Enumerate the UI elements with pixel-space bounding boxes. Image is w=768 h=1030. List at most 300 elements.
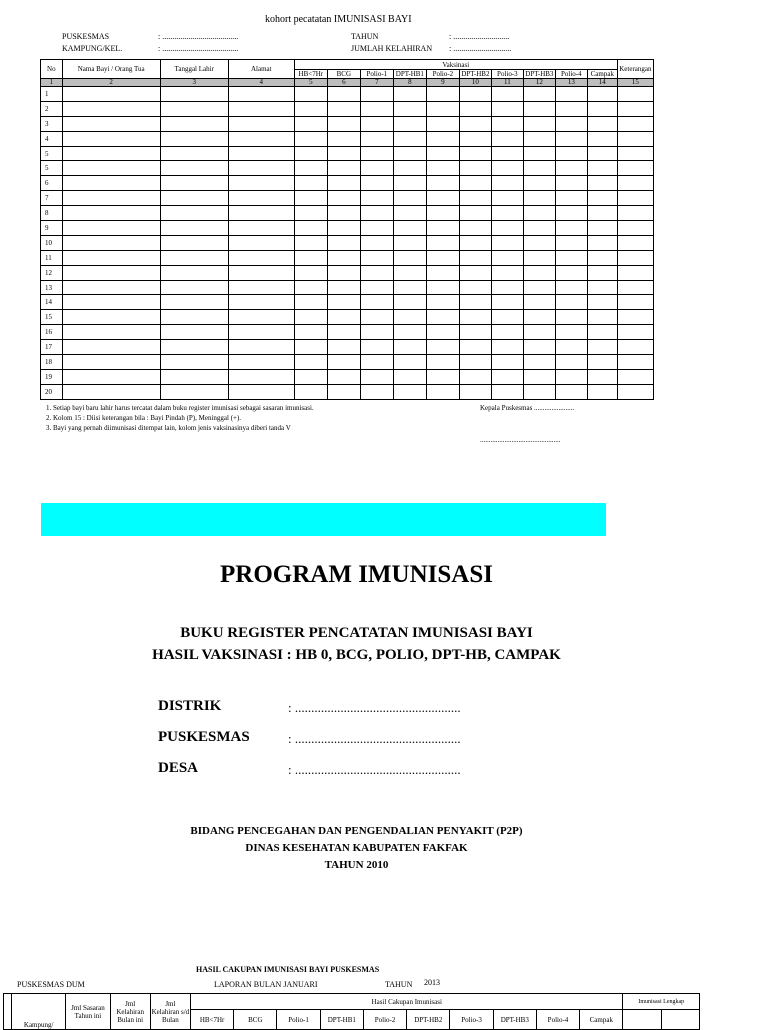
hasil-tahun-label: TAHUN — [385, 980, 413, 989]
header-tanggal-lahir: Tanggal Lahir — [160, 60, 228, 79]
table-cell — [617, 131, 653, 146]
header-vaccine: Polio-2 — [426, 70, 459, 79]
table-cell — [62, 131, 160, 146]
table-cell — [523, 176, 555, 191]
table-cell — [327, 310, 360, 325]
table-cell — [327, 265, 360, 280]
header-vaccine: Polio-1 — [360, 70, 393, 79]
table-cell — [228, 116, 294, 131]
table-cell — [617, 310, 653, 325]
row-number: 2 — [41, 101, 63, 116]
table-cell — [327, 206, 360, 221]
table-cell — [360, 310, 393, 325]
table-cell — [62, 265, 160, 280]
table-cell — [360, 280, 393, 295]
table-cell — [160, 221, 228, 236]
table-cell — [327, 325, 360, 340]
table-cell — [360, 250, 393, 265]
row-number: 20 — [41, 384, 63, 399]
table-cell — [555, 221, 587, 236]
distrik-value: : ................................................... — [288, 700, 461, 715]
table-cell — [294, 101, 327, 116]
table-cell — [294, 355, 327, 370]
table-cell — [523, 250, 555, 265]
table-cell — [62, 325, 160, 340]
table-cell — [459, 384, 491, 399]
table-cell — [459, 87, 491, 102]
table-cell — [587, 384, 617, 399]
table-cell — [294, 87, 327, 102]
table-cell — [555, 131, 587, 146]
table-cell — [555, 101, 587, 116]
table-cell — [426, 176, 459, 191]
table-cell — [426, 131, 459, 146]
column-number: 13 — [555, 79, 587, 87]
table-cell — [426, 221, 459, 236]
table-cell — [523, 206, 555, 221]
row-number: 19 — [41, 369, 63, 384]
table-cell — [360, 191, 393, 206]
table-cell — [523, 101, 555, 116]
table-cell — [491, 250, 523, 265]
table-cell — [617, 369, 653, 384]
cakupan-sub-header: HB<7Hr — [191, 1010, 234, 1030]
table-cell — [523, 146, 555, 161]
table-cell — [228, 87, 294, 102]
table-cell — [62, 340, 160, 355]
table-cell — [228, 131, 294, 146]
kohort-table — [40, 59, 654, 400]
table-cell — [327, 280, 360, 295]
table-cell — [62, 206, 160, 221]
table-cell — [294, 146, 327, 161]
table-cell — [491, 146, 523, 161]
table-cell — [294, 369, 327, 384]
table-cell — [294, 161, 327, 176]
kepala-puskesmas: Kepala Puskesmas ....................... — [480, 404, 575, 412]
table-cell — [160, 131, 228, 146]
table-cell — [523, 280, 555, 295]
table-cell — [393, 101, 426, 116]
table-row — [41, 310, 654, 325]
table-cell — [491, 235, 523, 250]
table-cell — [160, 310, 228, 325]
field-puskesmas-value: : ...................................... — [158, 32, 239, 41]
table-cell — [587, 355, 617, 370]
table-cell — [294, 250, 327, 265]
table-cell — [587, 340, 617, 355]
row-number: 9 — [41, 221, 63, 236]
header-vaccine: BCG — [327, 70, 360, 79]
table-cell — [327, 176, 360, 191]
cakupan-table — [3, 993, 700, 1030]
table-cell — [327, 191, 360, 206]
table-cell — [617, 176, 653, 191]
table-cell — [62, 280, 160, 295]
header-keterangan: Keterangan — [617, 60, 653, 79]
table-cell — [294, 280, 327, 295]
table-cell — [327, 87, 360, 102]
table-cell — [587, 250, 617, 265]
table-cell — [587, 310, 617, 325]
table-cell — [393, 116, 426, 131]
table-row — [41, 235, 654, 250]
table-cell — [393, 221, 426, 236]
row-number: 15 — [41, 310, 63, 325]
puskesmas-label: PUSKESMAS — [158, 729, 250, 745]
table-cell — [426, 87, 459, 102]
table-cell — [617, 340, 653, 355]
table-cell — [555, 340, 587, 355]
table-cell — [228, 280, 294, 295]
table-cell — [160, 101, 228, 116]
table-cell — [426, 116, 459, 131]
table-cell — [491, 101, 523, 116]
table-cell — [555, 265, 587, 280]
table-cell — [360, 369, 393, 384]
table-row — [41, 325, 654, 340]
table-cell — [426, 235, 459, 250]
table-cell — [617, 265, 653, 280]
column-number: 3 — [160, 79, 228, 87]
table-row — [41, 116, 654, 131]
table-cell — [327, 116, 360, 131]
table-cell — [587, 116, 617, 131]
table-cell — [228, 340, 294, 355]
table-cell — [491, 221, 523, 236]
table-cell — [160, 295, 228, 310]
cakupan-sub-header: Polio-1 — [277, 1010, 320, 1030]
table-cell — [555, 87, 587, 102]
table-cell — [491, 355, 523, 370]
desa-label: DESA — [158, 760, 199, 776]
header-vaccine: HB<7Hr — [294, 70, 327, 79]
table-cell — [523, 131, 555, 146]
table-cell — [459, 340, 491, 355]
table-cell — [426, 295, 459, 310]
table-cell — [294, 221, 327, 236]
table-cell — [160, 235, 228, 250]
table-cell — [393, 191, 426, 206]
field-kampung-value: : ...................................... — [158, 44, 239, 53]
header-vaccine: DPT-HB1 — [393, 70, 426, 79]
column-number: 10 — [459, 79, 491, 87]
table-cell — [360, 206, 393, 221]
table-cell — [426, 161, 459, 176]
table-cell — [294, 116, 327, 131]
table-cell — [160, 161, 228, 176]
table-cell — [426, 340, 459, 355]
table-cell — [62, 101, 160, 116]
table-cell — [327, 146, 360, 161]
table-cell — [426, 310, 459, 325]
table-cell — [617, 206, 653, 221]
table-cell — [228, 250, 294, 265]
table-cell — [523, 355, 555, 370]
table-cell — [617, 146, 653, 161]
table-cell — [228, 221, 294, 236]
row-number: 17 — [41, 340, 63, 355]
table-cell — [555, 310, 587, 325]
table-cell — [228, 146, 294, 161]
table-cell — [228, 206, 294, 221]
table-cell — [160, 146, 228, 161]
table-cell — [491, 384, 523, 399]
table-cell — [360, 325, 393, 340]
table-cell — [459, 235, 491, 250]
table-cell — [459, 206, 491, 221]
table-cell — [587, 235, 617, 250]
column-number: 11 — [491, 79, 523, 87]
table-row — [41, 191, 654, 206]
column-number: 2 — [62, 79, 160, 87]
table-cell — [587, 280, 617, 295]
table-cell — [523, 340, 555, 355]
row-number: 6 — [41, 176, 63, 191]
table-cell — [617, 280, 653, 295]
table-cell — [459, 221, 491, 236]
table-cell — [360, 221, 393, 236]
table-cell — [62, 295, 160, 310]
row-number: 18 — [41, 355, 63, 370]
table-cell — [62, 310, 160, 325]
column-number: 1 — [41, 79, 63, 87]
table-cell — [393, 384, 426, 399]
table-cell — [587, 191, 617, 206]
table-cell — [160, 206, 228, 221]
table-cell — [294, 340, 327, 355]
table-cell — [62, 355, 160, 370]
header-vaksinasi: Vaksinasi — [294, 60, 617, 70]
table-cell — [426, 146, 459, 161]
table-cell — [294, 191, 327, 206]
table-cell — [294, 325, 327, 340]
cakupan-sub-header: DPT-HB2 — [407, 1010, 450, 1030]
row-number: 16 — [41, 325, 63, 340]
table-row — [41, 101, 654, 116]
table-cell — [360, 131, 393, 146]
table-cell — [555, 369, 587, 384]
table-row — [41, 131, 654, 146]
table-cell — [393, 235, 426, 250]
table-cell — [426, 369, 459, 384]
table-cell — [393, 265, 426, 280]
table-cell — [523, 87, 555, 102]
desa-value: : ................................................... — [288, 762, 461, 777]
row-number: 5 — [41, 161, 63, 176]
table-cell — [228, 176, 294, 191]
table-cell — [555, 206, 587, 221]
cover-subtitle-2: HASIL VAKSINASI : HB 0, BCG, POLIO, DPT-HB, CAMPAK — [152, 647, 561, 663]
cakupan-sub-header: DPT-HB1 — [320, 1010, 363, 1030]
row-number: 1 — [41, 87, 63, 102]
table-cell — [327, 369, 360, 384]
table-row — [41, 280, 654, 295]
table-cell — [327, 131, 360, 146]
row-number: 14 — [41, 295, 63, 310]
column-number: 4 — [228, 79, 294, 87]
cakupan-sub-header: Polio-4 — [536, 1010, 579, 1030]
table-cell — [491, 116, 523, 131]
field-tahun-label: TAHUN — [351, 32, 379, 41]
field-puskesmas-label: PUSKESMAS — [62, 32, 110, 41]
note-2: 2. Kolom 15 : Diisi keterangan bila : Bayi Pindah (P), Meninggal (+). — [46, 414, 242, 422]
row-number: 8 — [41, 206, 63, 221]
table-cell — [491, 310, 523, 325]
table-cell — [555, 146, 587, 161]
table-cell — [360, 265, 393, 280]
table-cell — [459, 101, 491, 116]
table-cell — [587, 325, 617, 340]
table-cell — [426, 384, 459, 399]
table-cell — [617, 250, 653, 265]
table-cell — [327, 250, 360, 265]
table-cell — [459, 131, 491, 146]
table-cell — [62, 176, 160, 191]
table-cell — [555, 191, 587, 206]
table-cell — [587, 161, 617, 176]
table-cell — [426, 101, 459, 116]
table-cell — [228, 384, 294, 399]
header-vaccine: Polio-4 — [555, 70, 587, 79]
table-cell — [587, 206, 617, 221]
cakupan-sub-header: Polio-2 — [363, 1010, 406, 1030]
table-cell — [160, 369, 228, 384]
table-cell — [426, 280, 459, 295]
table-cell — [62, 161, 160, 176]
table-cell — [617, 325, 653, 340]
header-vaccine: DPT-HB3 — [525, 70, 554, 78]
table-cell — [459, 265, 491, 280]
table-cell — [523, 325, 555, 340]
table-cell — [617, 355, 653, 370]
row-number: 5 — [41, 146, 63, 161]
column-number: 5 — [294, 79, 327, 87]
header-jml-sasaran: Jml Sasaran Tahun ini — [66, 994, 110, 1030]
table-cell — [617, 384, 653, 399]
table-cell — [459, 250, 491, 265]
signature-line: .............................................. — [480, 436, 561, 444]
table-cell — [523, 369, 555, 384]
puskesmas-value: : ................................................... — [288, 731, 461, 746]
table-cell — [393, 310, 426, 325]
column-number: 6 — [327, 79, 360, 87]
table-cell — [228, 235, 294, 250]
hasil-puskesmas: PUSKESMAS DUM — [17, 980, 85, 989]
field-jumlah-kelahiran-label: JUMLAH KELAHIRAN — [351, 44, 433, 53]
table-cell — [459, 176, 491, 191]
field-tahun-value: : ............................ — [449, 32, 510, 41]
table-cell — [587, 369, 617, 384]
table-cell — [617, 191, 653, 206]
column-number: 7 — [360, 79, 393, 87]
table-cell — [426, 206, 459, 221]
table-cell — [523, 191, 555, 206]
table-cell — [393, 250, 426, 265]
header-vaccine: Campak — [587, 70, 617, 79]
table-cell — [491, 161, 523, 176]
row-number: 3 — [41, 116, 63, 131]
table-cell — [62, 191, 160, 206]
table-row — [41, 265, 654, 280]
table-cell — [555, 235, 587, 250]
table-cell — [523, 265, 555, 280]
cakupan-sub-header: BCG — [234, 1010, 277, 1030]
table-cell — [228, 101, 294, 116]
table-row — [41, 221, 654, 236]
table-cell — [523, 116, 555, 131]
header-no: No — [41, 60, 63, 79]
table-cell — [555, 280, 587, 295]
column-number: 12 — [523, 79, 555, 87]
header-hasil-cakupan: Hasil Cakupan Imunisasi — [191, 994, 623, 1010]
table-cell — [160, 87, 228, 102]
table-cell — [327, 384, 360, 399]
table-cell — [360, 87, 393, 102]
table-cell — [426, 191, 459, 206]
table-cell — [327, 235, 360, 250]
header-kampung: Kampung/ — [12, 994, 66, 1030]
table-row — [41, 176, 654, 191]
table-cell — [393, 206, 426, 221]
field-jumlah-kelahiran-value: : ............................. — [449, 44, 512, 53]
table-cell — [327, 221, 360, 236]
table-cell — [360, 340, 393, 355]
table-cell — [294, 131, 327, 146]
row-number: 11 — [41, 250, 63, 265]
table-cell — [327, 340, 360, 355]
table-cell — [294, 176, 327, 191]
table-cell — [393, 280, 426, 295]
table-cell — [228, 310, 294, 325]
row-number: 4 — [41, 131, 63, 146]
table-cell — [393, 295, 426, 310]
table-row — [41, 340, 654, 355]
header-imunisasi-lengkap: Imunisasi Lengkap — [623, 994, 700, 1010]
row-number: 13 — [41, 280, 63, 295]
table-row — [41, 295, 654, 310]
cakupan-sub-header: Campak — [580, 1010, 623, 1030]
cover-subtitle-1: BUKU REGISTER PENCATATAN IMUNISASI BAYI — [180, 625, 533, 641]
table-row — [41, 87, 654, 102]
table-row — [41, 161, 654, 176]
table-cell — [617, 221, 653, 236]
table-cell — [294, 295, 327, 310]
table-cell — [587, 295, 617, 310]
column-number: 15 — [617, 79, 653, 87]
table-cell — [160, 176, 228, 191]
table-cell — [62, 250, 160, 265]
table-cell — [294, 265, 327, 280]
table-cell — [393, 161, 426, 176]
header-nama-bayi: Nama Bayi / Orang Tua — [62, 60, 160, 79]
table-cell — [617, 87, 653, 102]
table-cell — [555, 161, 587, 176]
table-row — [41, 384, 654, 399]
table-cell — [393, 131, 426, 146]
table-cell — [459, 116, 491, 131]
table-cell — [523, 235, 555, 250]
table-cell — [523, 310, 555, 325]
table-cell — [523, 295, 555, 310]
cakupan-sub-header: Polio-3 — [450, 1010, 493, 1030]
kohort-title: kohort pecatatan IMUNISASI BAYI — [265, 14, 412, 25]
table-cell — [587, 221, 617, 236]
row-number: 7 — [41, 191, 63, 206]
table-cell — [555, 355, 587, 370]
cyan-banner — [41, 503, 606, 536]
table-cell — [294, 206, 327, 221]
